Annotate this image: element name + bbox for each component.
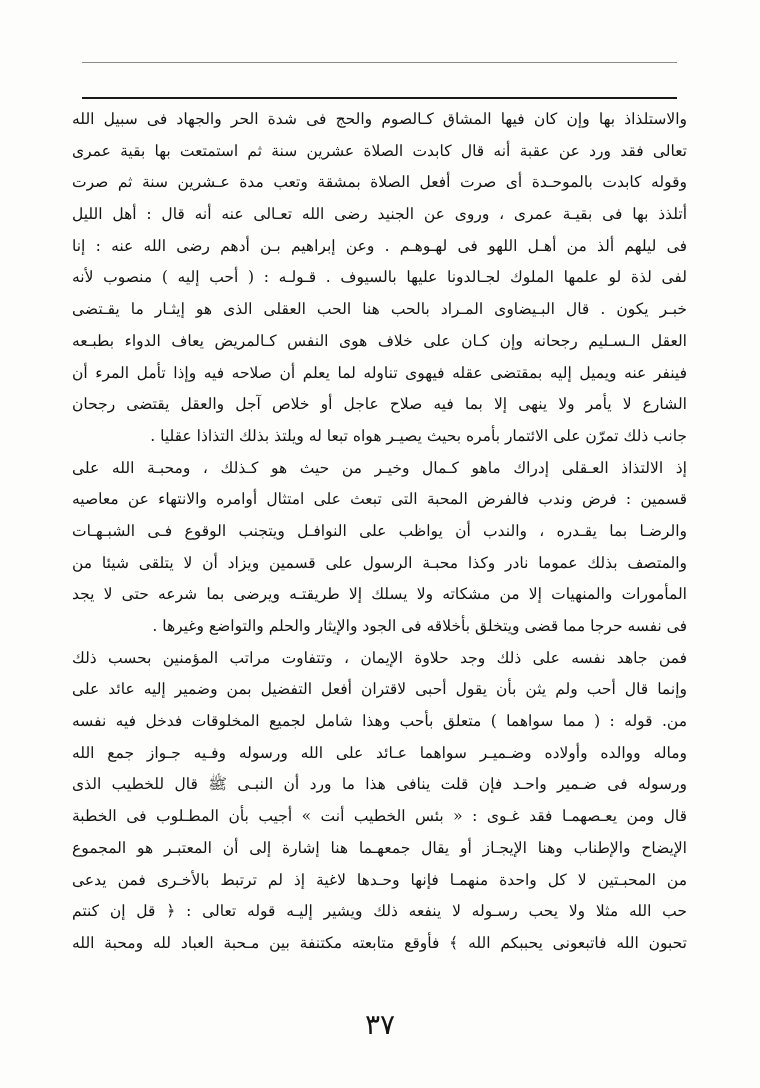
- text-line-23: قال ومن يعـصهمـا فقد غـوى : « بئس الخطيب أنت » أجيب بأن المطـلوب فى الخطبة: [72, 807, 687, 826]
- text-line-6: لفى لذة لو علمها الملوك لجـالدونا عليها بالسيوف . قـولـه : ( أحب إليه ) منصوب لأنه: [72, 268, 687, 287]
- text-line-20: من. قوله : ( مما سواهما ) متعلق بأحب وهذا شامل لجميع المخلوقات فدخل فيه نفسه: [72, 712, 687, 731]
- text-line-9: فينفر عنه ويميل إليه بمقتضى عقله فيهوى تناوله لما يعلم أن صلاحه فيه وإذا تأمل المرء أن: [72, 363, 687, 382]
- text-line-11: جانب ذلك تمرّن على الائتمار بأمره بحيث يصيـر هواه تبعا له ويلتذ بذلك التذاذا عقليا .: [150, 426, 687, 445]
- text-line-13: قسمين : فرض وندب فالفرض المحبة التى تبعث على امتثال أوامره والانتهاء عن معاصيه: [72, 490, 687, 509]
- text-line-14: والرضـا بما يقـدره ، والندب أن يواظب على النوافـل ويتجنب الوقوع فـى الشبـهـات: [72, 521, 687, 540]
- text-top-rule: [82, 97, 677, 99]
- text-line-1: والاستلذاذ بها وإن كان فيها المشاق كـالصوم والحج فى شدة الحر والجهاد فى سبيل الله: [72, 110, 687, 128]
- page-number: ٣٧: [364, 1008, 396, 1041]
- text-line-7: خبـر يكون . قال البـيضاوى المـراد بالحب هنا الحب العقلى الذى هو إيثـار ما يقـتضى: [72, 300, 687, 319]
- header-rule: [82, 62, 677, 63]
- text-line-8: العقل الـسـليم رجحانه وإن كـان على خلاف هوى النفس كـالمريض يعاف الدواء بطبـعه: [72, 331, 687, 350]
- text-line-17: فى نفسه حرجا مما قضى ويتخلق بأخلاقه فى الجود والإيثار والحلم والتواضع وغيرها .: [152, 617, 687, 635]
- text-line-24: الإيضاح والإطناب وهنا الإيجـاز أو يقال جمعهـما هنا إشارة إلى أن المعتبـر هو المجموع: [72, 838, 687, 857]
- text-line-16: المأمورات والمنهيات إلا من مشكاته ولا يسلك إلا طريقتـه ويرضى بما شرعه حتى لا يجد: [72, 585, 687, 604]
- text-line-27: تحبون الله فاتبعونى يحببكم الله ﴾ فأوقع متابعته مكتنفة بين مـحبة العباد لله ومحبة الله: [72, 933, 687, 952]
- text-line-25: من المحبـتين لا كل واحدة منهمـا فإنها وحـدها لاغية إذ لم ترتبط بالأخـرى فمن يدعى: [72, 870, 687, 889]
- text-line-4: أتلذذ بها فى بقيـة عمرى ، وروى عن الجنيد رضى الله تعـالى عنه أنه قال : أهل الليل: [72, 205, 687, 224]
- text-line-22: ورسوله فى ضـمير واحـد فإن قلت ينافى هذا ما ورد أن النبـى ﷺ قال للخطيب الذى: [72, 775, 687, 794]
- body-text: [72, 104, 687, 960]
- text-line-5: فى ليلهم ألذ من أهـل اللهو فى لهـوهـم . وعن إبراهيم بـن أدهم رضى الله عنه : إنا: [72, 236, 687, 255]
- text-line-3: وقوله كابدت بالموحـدة أى صرت أفعل الصلاة بمشقة وتعب مدة عـشرين سنة ثم صرت: [72, 173, 687, 192]
- text-line-26: حب الله مثلا ولا يحب رسـوله لا ينفعه ذلك ويشير إليـه قوله تعالى : ﴿ قل إن كنتم: [72, 902, 687, 921]
- text-line-12: إذ الالتذاذ العـقلى إدراك ماهو كـمال وخيـر من حيث هو كـذلك ، ومحبـة الله على: [72, 458, 687, 477]
- text-line-15: والمتصف بذلك عموما نادر وكذا محبـة الرسول على قسمين ويزاد أن لا يتلقى شيئا من: [72, 553, 687, 572]
- text-line-18: فمن جاهد نفسه على ذلك وجد حلاوة الإيمان ، وتتفاوت مراتب المؤمنين بحسب ذلك: [72, 648, 687, 667]
- text-line-10: الشارع لا يأمر ولا ينهى إلا بما فيه صلاح عاجل أو خلاص آجل والعقل يقتضى رجحان: [72, 395, 687, 414]
- text-line-2: تعالى فقد ورد عن عقبة أنه قال كابدت الصلاة عشرين سنة ثم استمتعت بها بقية عمرى: [72, 141, 687, 160]
- text-line-19: وإنما قال أحب ولم يثن بأن يقول أحبى لاقتران أفعل التفضيل بمن وضمير إليه عائد على: [72, 680, 687, 699]
- text-line-21: وماله ووالده وأولاده وضـميـر سواهما عـائد على الله ورسوله وفـيه جـواز جمع الله: [72, 743, 687, 762]
